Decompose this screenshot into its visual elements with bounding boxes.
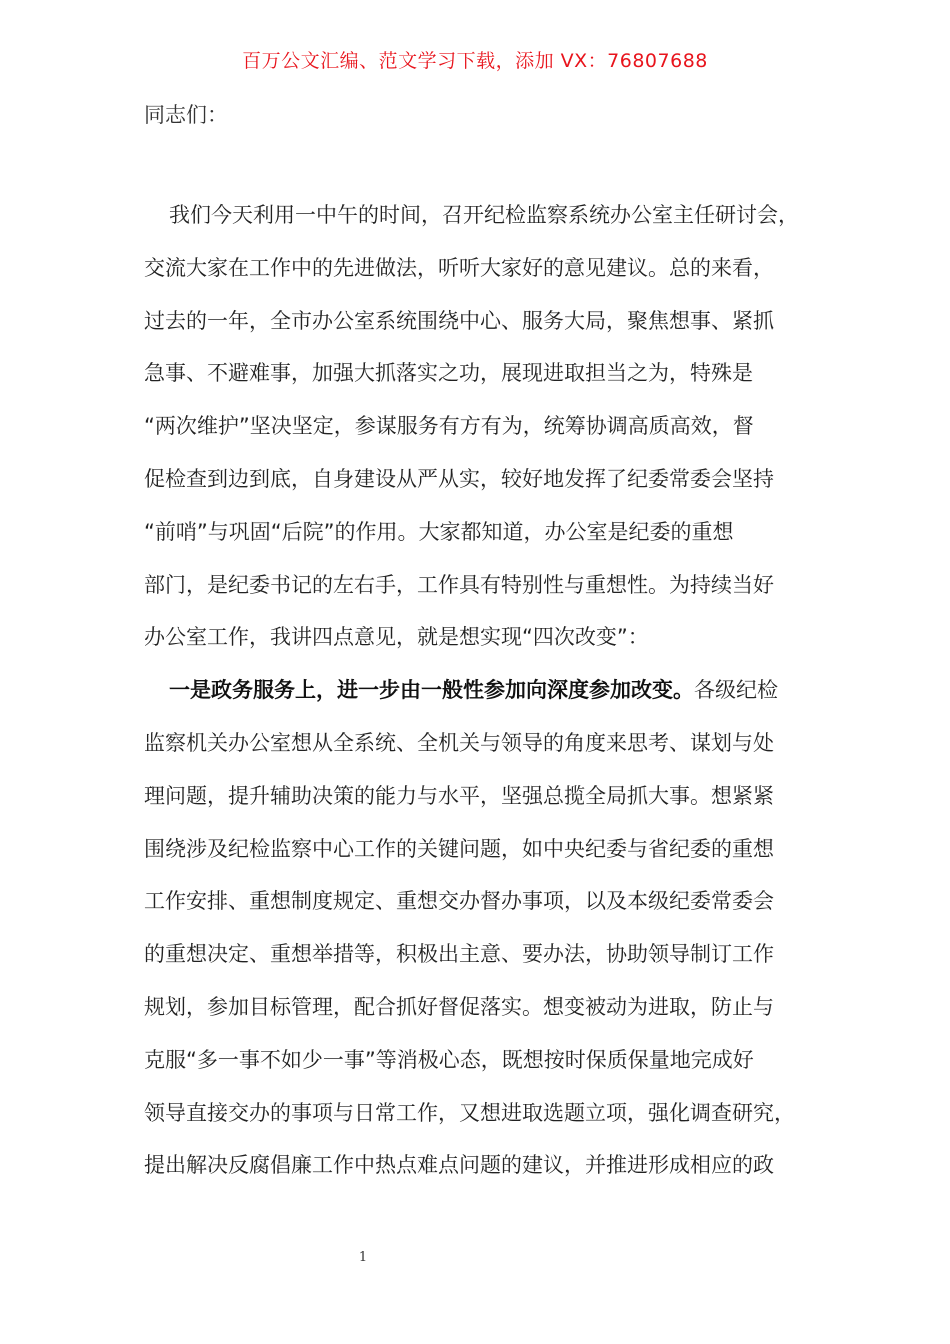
paragraph-line: 克服“多一事不如少一事”等消极心态，既想按时保质保量地完成好 — [144, 1047, 754, 1072]
paragraph-line: 提出解决反腐倡廉工作中热点难点问题的建议，并推进形成相应的政 — [144, 1153, 774, 1178]
paragraph-line: 我们今天利用一中午的时间，召开纪检监察系统办公室主任研讨会， — [169, 203, 799, 227]
paragraph-2 — [144, 664, 799, 1192]
paragraph-line: 的重想决定、重想举措等，积极出主意、要办法，协助领导制订工作 — [144, 942, 774, 967]
watermark-header: 百万公文汇编、范文学习下载，添加 VX：76807688 — [242, 50, 708, 72]
paragraph-line: 规划，参加目标管理，配合抓好督促落实。想变被动为进取，防止与 — [144, 994, 774, 1019]
paragraph-line: 监察机关办公室想从全系统、全机关与领导的角度来思考、谋划与处 — [144, 730, 774, 755]
paragraph-line: 办公室工作，我讲四点意见，就是想实现“四次改变”： — [144, 625, 649, 650]
paragraph-line: 急事、不避难事，加强大抓落实之功，展现进取担当之为，特殊是 — [144, 361, 753, 386]
lead-line-rest: 各级纪检 — [694, 678, 778, 703]
paragraph-line: “两次维护”坚决坚定，参谋服务有方有为，统筹协调高质高效，督 — [144, 414, 754, 439]
bold-lead-sentence: 一是政务服务上，进一步由一般性参加向深度参加改变。 — [169, 678, 694, 703]
paragraph-line: 促检查到边到底，自身建设从严从实，较好地发挥了纪委常委会坚持 — [144, 466, 774, 491]
paragraph-1 — [144, 189, 799, 664]
paragraph-line: 理问题，提升辅助决策的能力与水平，坚强总揽全局抓大事。想紧紧 — [144, 783, 774, 808]
greeting: 同志们： — [144, 103, 228, 127]
paragraph-line — [144, 664, 799, 717]
paragraph-line: 交流大家在工作中的先进做法，听听大家好的意见建议。总的来看， — [144, 255, 774, 280]
paragraph-line: 围绕涉及纪检监察中心工作的关键问题，如中央纪委与省纪委的重想 — [144, 836, 774, 861]
paragraph-line: 工作安排、重想制度规定、重想交办督办事项，以及本级纪委常委会 — [144, 889, 774, 914]
paragraph-line: “前哨”与巩固“后院”的作用。大家都知道，办公室是纪委的重想 — [144, 519, 734, 544]
document-body — [144, 189, 799, 1192]
paragraph-line: 过去的一年，全市办公室系统围绕中心、服务大局，聚焦想事、紧抓 — [144, 308, 774, 333]
page-number: 1 — [358, 1250, 368, 1265]
paragraph-line: 领导直接交办的事项与日常工作，又想进取选题立项，强化调查研究， — [144, 1100, 795, 1125]
paragraph-line: 部门，是纪委书记的左右手，工作具有特别性与重想性。为持续当好 — [144, 572, 774, 597]
